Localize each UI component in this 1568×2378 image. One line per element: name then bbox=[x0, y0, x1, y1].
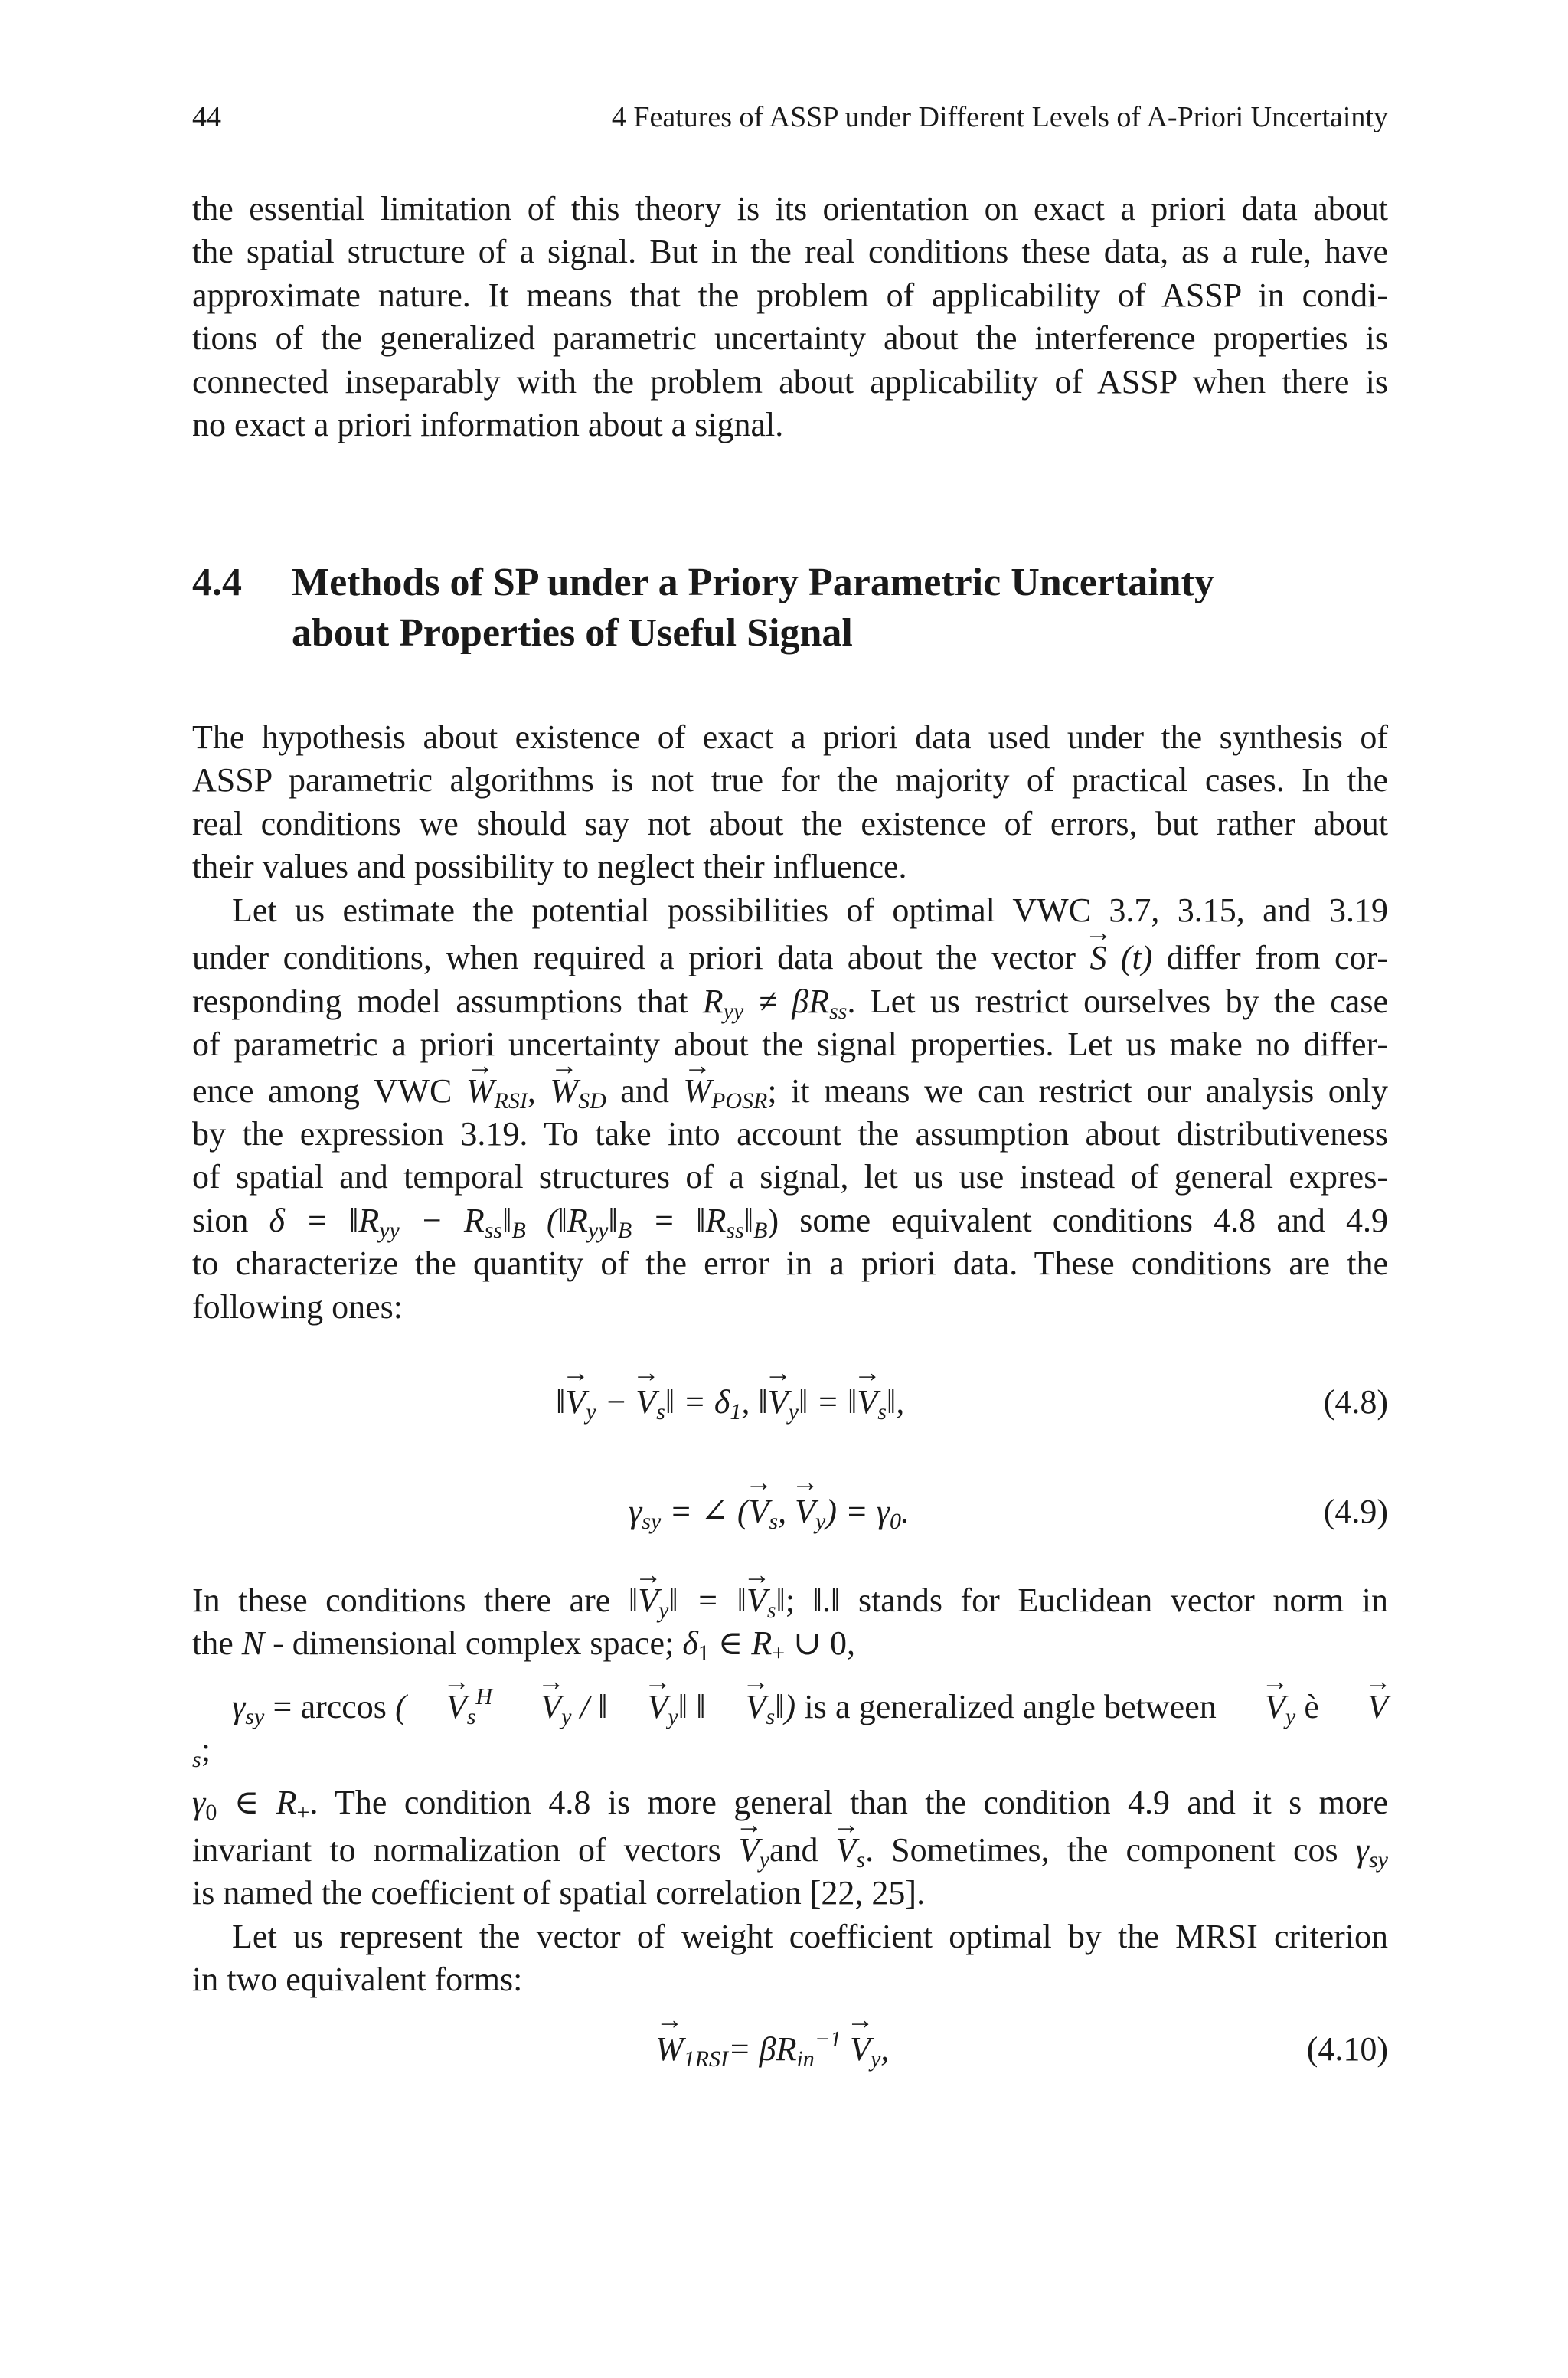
intro-paragraph bbox=[192, 188, 1388, 446]
text-line: is named the coefficient of spatial correlation [22, 25]. bbox=[192, 1874, 926, 1912]
text-line: sion $\delta = ‖R_{yy}$ − $R_{ss}‖_B$ ($‖R_{yy}‖_B$ = $‖R_{ss}‖_B$) some equivalent conditions 4.8 and 4.9 bbox=[192, 1201, 1389, 1243]
equation-4-10 bbox=[192, 2026, 1388, 2083]
text-line: responding model assumptions that $R_{yy} \ne \beta R_{ss}$. Let us restrict ourselves by the case bbox=[192, 982, 1388, 1024]
equation-number: (4.8) bbox=[1323, 1383, 1388, 1421]
page-number: 44 bbox=[192, 101, 221, 133]
text-line: the spatial structure of a signal. But in the real conditions these data, as a rule, have bbox=[192, 233, 1388, 271]
text-line: real conditions we should say not about the existence of errors, but rather about bbox=[192, 804, 1388, 842]
equation-number: (4.10) bbox=[1306, 2030, 1388, 2068]
text-line: invariant to normalization of vectors → $V_yand \to V_s$. Sometimes, the component $\cos \gamma_{sy}$ bbox=[192, 1829, 1388, 1872]
text-line: under conditions, when required a priori data about the vector → S (t) differ from cor- bbox=[192, 937, 1388, 980]
text-line: ence among VWC → $W_{RSI}$, → $W_{SD}$ and → $W_{POSR}$; it means we can restrict our analysis only bbox=[192, 1070, 1388, 1113]
text-line: of parametric a priori uncertainty about the signal properties. Let us make no differ- bbox=[192, 1025, 1388, 1064]
chapter-title: 4 Features of ASSP under Different Levels of A-Priori Uncertainty bbox=[611, 101, 1388, 133]
text-line: the essential limitation of this theory is its orientation on exact a priori data about bbox=[192, 190, 1388, 227]
text-line: no exact a priori information about a signal. bbox=[192, 406, 784, 444]
text-line: approximate nature. It means that the problem of applicability of ASSP in condi- bbox=[192, 276, 1388, 314]
paragraph-2 bbox=[192, 889, 1388, 1329]
text-line: their values and possibility to neglect their influence. bbox=[192, 848, 907, 886]
paragraph-1 bbox=[192, 716, 1388, 889]
text-line: following ones: bbox=[192, 1287, 403, 1326]
text-line: in two equivalent forms: bbox=[192, 1961, 523, 1999]
text-line: to characterize the quantity of the error in a priori data. These conditions are the bbox=[192, 1245, 1388, 1283]
text-line: Let us represent the vector of weight coefficient optimal by the MRSI criterion bbox=[232, 1917, 1388, 1955]
equation-4-8 bbox=[192, 1382, 1388, 1436]
text-line: the N - dimensional complex space; $\delta_1$ ∈ $R_+$ ∪ 0, bbox=[192, 1624, 856, 1667]
text-line: tions of the generalized parametric uncertainty about the interference properties is bbox=[192, 319, 1388, 358]
equation-4-9 bbox=[192, 1492, 1388, 1546]
vector-s: → S bbox=[1089, 937, 1106, 980]
running-head bbox=[192, 98, 1388, 136]
text-line: Let us estimate the potential possibilities of optimal VWC 3.7, 3.15, and 3.19 bbox=[232, 891, 1388, 929]
section-number: 4.4 bbox=[192, 561, 242, 604]
text-line: $\gamma_{sy} = \arccos$ (→ $V_s^H \to V_y$ / ‖→ $V_y‖$ ‖→ $V_s‖$) is a generalized angle between → $V_y$ è → $V_s$; bbox=[192, 1686, 1388, 1772]
paragraph-3 bbox=[192, 1579, 1388, 2002]
text-line: The hypothesis about existence of exact a priori data used under the synthesis of bbox=[192, 718, 1388, 756]
equation-body: → $W_{1RSI}= \beta R_{in}^{-1} \to V_y$, bbox=[655, 2030, 889, 2069]
equation-body: ‖→ $V_y$ − → $V_s‖ = \delta_1$, ‖→ $V_y‖$ = ‖→ $V_s‖$, bbox=[556, 1382, 904, 1421]
equation-number: (4.9) bbox=[1323, 1493, 1388, 1530]
text-line: In these conditions there are ‖→ $V_y‖$ = ‖→ $V_s‖$; ‖.‖ stands for Euclidean vector norm in bbox=[192, 1579, 1388, 1622]
text-line: by the expression 3.19. To take into account the assumption about distributiveness bbox=[192, 1115, 1388, 1153]
equation-body: $\gamma_{sy}$ = ∠ (→ $V_s$, → $V_y) = \gamma_0$. bbox=[629, 1492, 910, 1531]
section-title: Methods of SP under a Priory Parametric Uncertainty about Properties of Useful Signal bbox=[292, 561, 1214, 655]
text-line: $\gamma_0$ ∈ $R_+$. The condition 4.8 is more general than the condition 4.9 and it s more bbox=[192, 1783, 1388, 1825]
text-line: connected inseparably with the problem about applicability of ASSP when there is bbox=[192, 362, 1388, 401]
text-line: of spatial and temporal structures of a signal, let us use instead of general expres- bbox=[192, 1158, 1388, 1196]
text-line: ASSP parametric algorithms is not true for the majority of practical cases. In the bbox=[192, 761, 1388, 800]
